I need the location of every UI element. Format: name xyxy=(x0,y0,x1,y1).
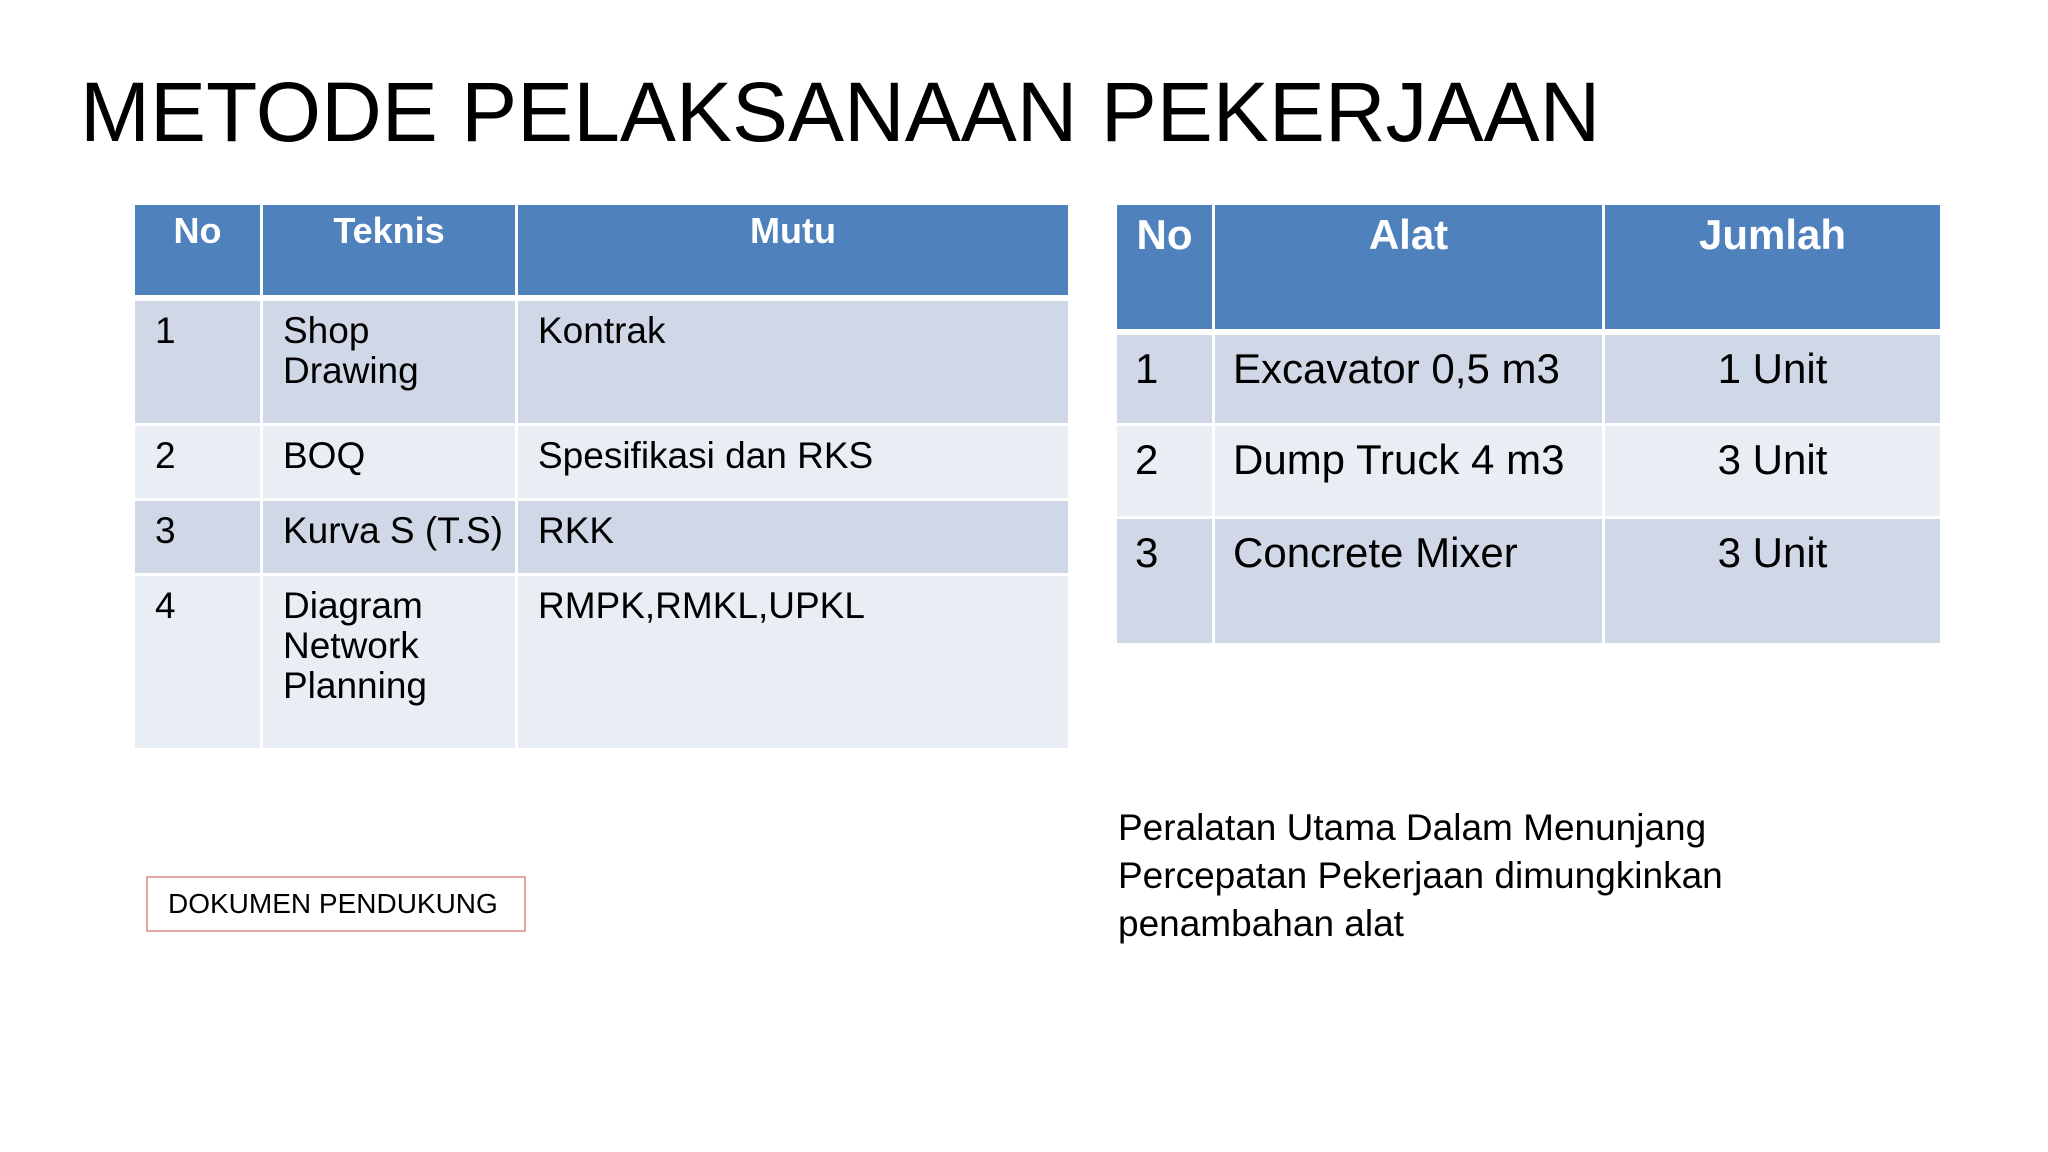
table-row xyxy=(1116,425,1942,518)
header-jumlah: Jumlah xyxy=(1604,204,1942,333)
header-no: No xyxy=(134,204,262,299)
cell-jumlah: 1 Unit xyxy=(1604,332,1942,425)
cell-jumlah: 3 Unit xyxy=(1604,518,1942,645)
teknis-mutu-table xyxy=(132,202,1071,751)
cell-no: 1 xyxy=(134,298,262,425)
cell-teknis: Kurva S (T.S) xyxy=(262,500,517,575)
cell-no: 3 xyxy=(1116,518,1214,645)
dokumen-pendukung-box: DOKUMEN PENDUKUNG xyxy=(146,876,526,932)
cell-no: 2 xyxy=(134,425,262,500)
header-alat: Alat xyxy=(1214,204,1604,333)
header-no: No xyxy=(1116,204,1214,333)
table-row xyxy=(1116,518,1942,645)
cell-no: 3 xyxy=(134,500,262,575)
cell-jumlah: 3 Unit xyxy=(1604,425,1942,518)
table-row xyxy=(1116,332,1942,425)
table-row xyxy=(134,425,1070,500)
cell-alat: Excavator 0,5 m3 xyxy=(1214,332,1604,425)
cell-no: 4 xyxy=(134,575,262,750)
table-header-row xyxy=(1116,204,1942,333)
slide-title: METODE PELAKSANAAN PEKERJAAN xyxy=(80,65,1601,159)
cell-alat: Dump Truck 4 m3 xyxy=(1214,425,1604,518)
header-mutu: Mutu xyxy=(517,204,1070,299)
table-row xyxy=(134,298,1070,425)
cell-mutu: Kontrak xyxy=(517,298,1070,425)
cell-teknis: BOQ xyxy=(262,425,517,500)
header-teknis: Teknis xyxy=(262,204,517,299)
table-row xyxy=(134,500,1070,575)
cell-alat: Concrete Mixer xyxy=(1214,518,1604,645)
alat-jumlah-table xyxy=(1114,202,1943,646)
cell-mutu: RMPK,RMKL,UPKL xyxy=(517,575,1070,750)
table-row xyxy=(134,575,1070,750)
cell-teknis: Shop Drawing xyxy=(262,298,517,425)
cell-no: 2 xyxy=(1116,425,1214,518)
cell-no: 1 xyxy=(1116,332,1214,425)
equipment-note: Peralatan Utama Dalam Menunjang Percepatan Pekerjaan dimungkinkan penambahan alat xyxy=(1118,807,1723,944)
cell-mutu: Spesifikasi dan RKS xyxy=(517,425,1070,500)
table-header-row xyxy=(134,204,1070,299)
cell-mutu: RKK xyxy=(517,500,1070,575)
cell-teknis: Diagram Network Planning xyxy=(262,575,517,750)
